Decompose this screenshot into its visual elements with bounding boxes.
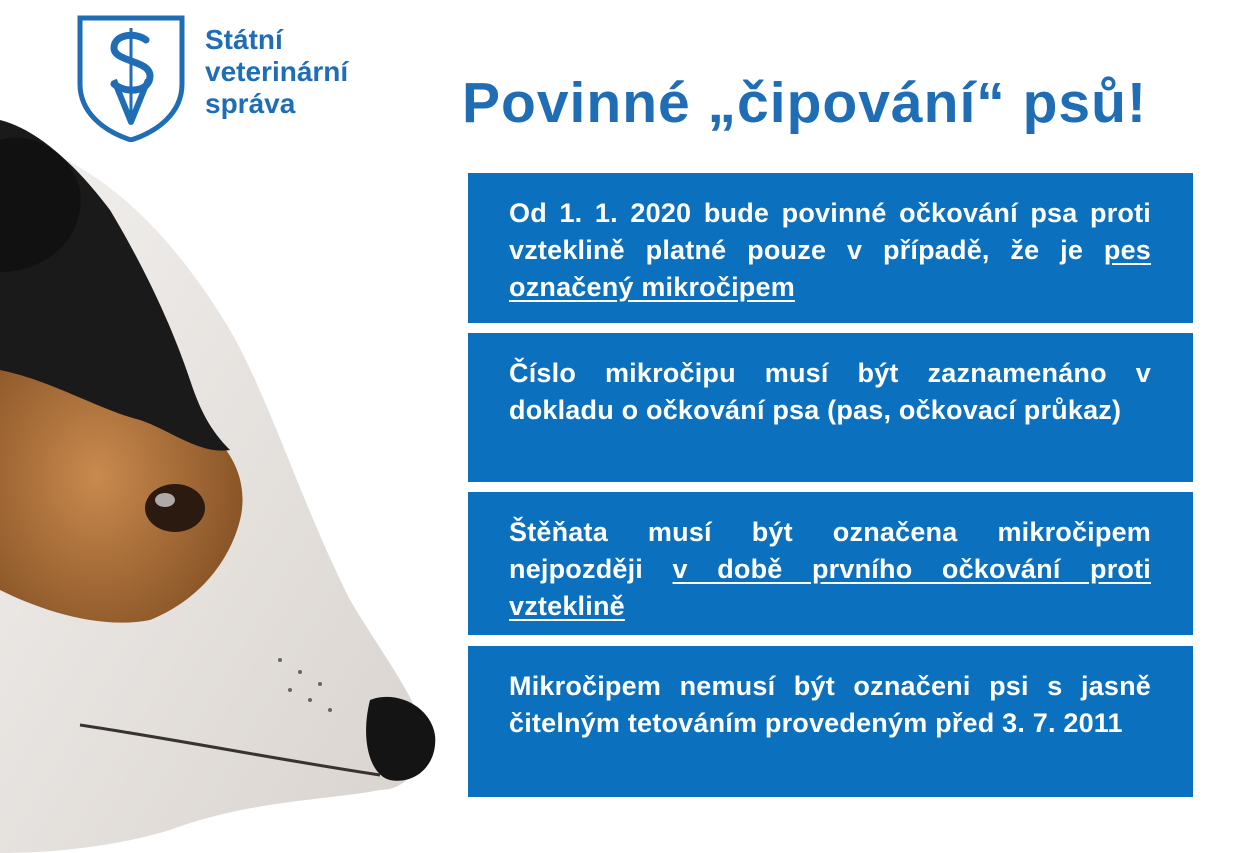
info-box-text: Štěňata musí být označena mikročipem nejpozději	[509, 517, 1151, 584]
info-box-text: Číslo mikročipu musí být zaznamenáno v dokladu o očkování psa (pas, očkovací průkaz)	[509, 358, 1151, 425]
org-name-line2: veterinární	[205, 56, 349, 87]
dog-photo	[0, 0, 470, 853]
org-name-line3: správa	[205, 88, 296, 119]
info-box-text: Od 1. 1. 2020 bude povinné očkování psa proti vzteklině platné pouze v případě, že je	[509, 198, 1151, 265]
page-title: Povinné „čipování“ psů!	[462, 71, 1147, 135]
info-box-vaccination	[468, 173, 1193, 323]
info-box-emphasis: pes označený mikročipem	[509, 235, 1151, 302]
info-box-chip-number	[468, 333, 1193, 482]
info-box-emphasis: v době prvního očkování proti vzteklině	[509, 554, 1151, 621]
info-box-text: Mikročipem nemusí být označeni psi s jasně čitelným tetováním provedeným před 3. 7. 2011	[509, 671, 1151, 738]
info-box-tattoo-exception	[468, 646, 1193, 797]
org-name-line1: Státní	[205, 24, 283, 55]
shield-sv-logo-icon	[76, 14, 186, 142]
organization-name	[205, 24, 348, 120]
info-box-puppies	[468, 492, 1193, 635]
